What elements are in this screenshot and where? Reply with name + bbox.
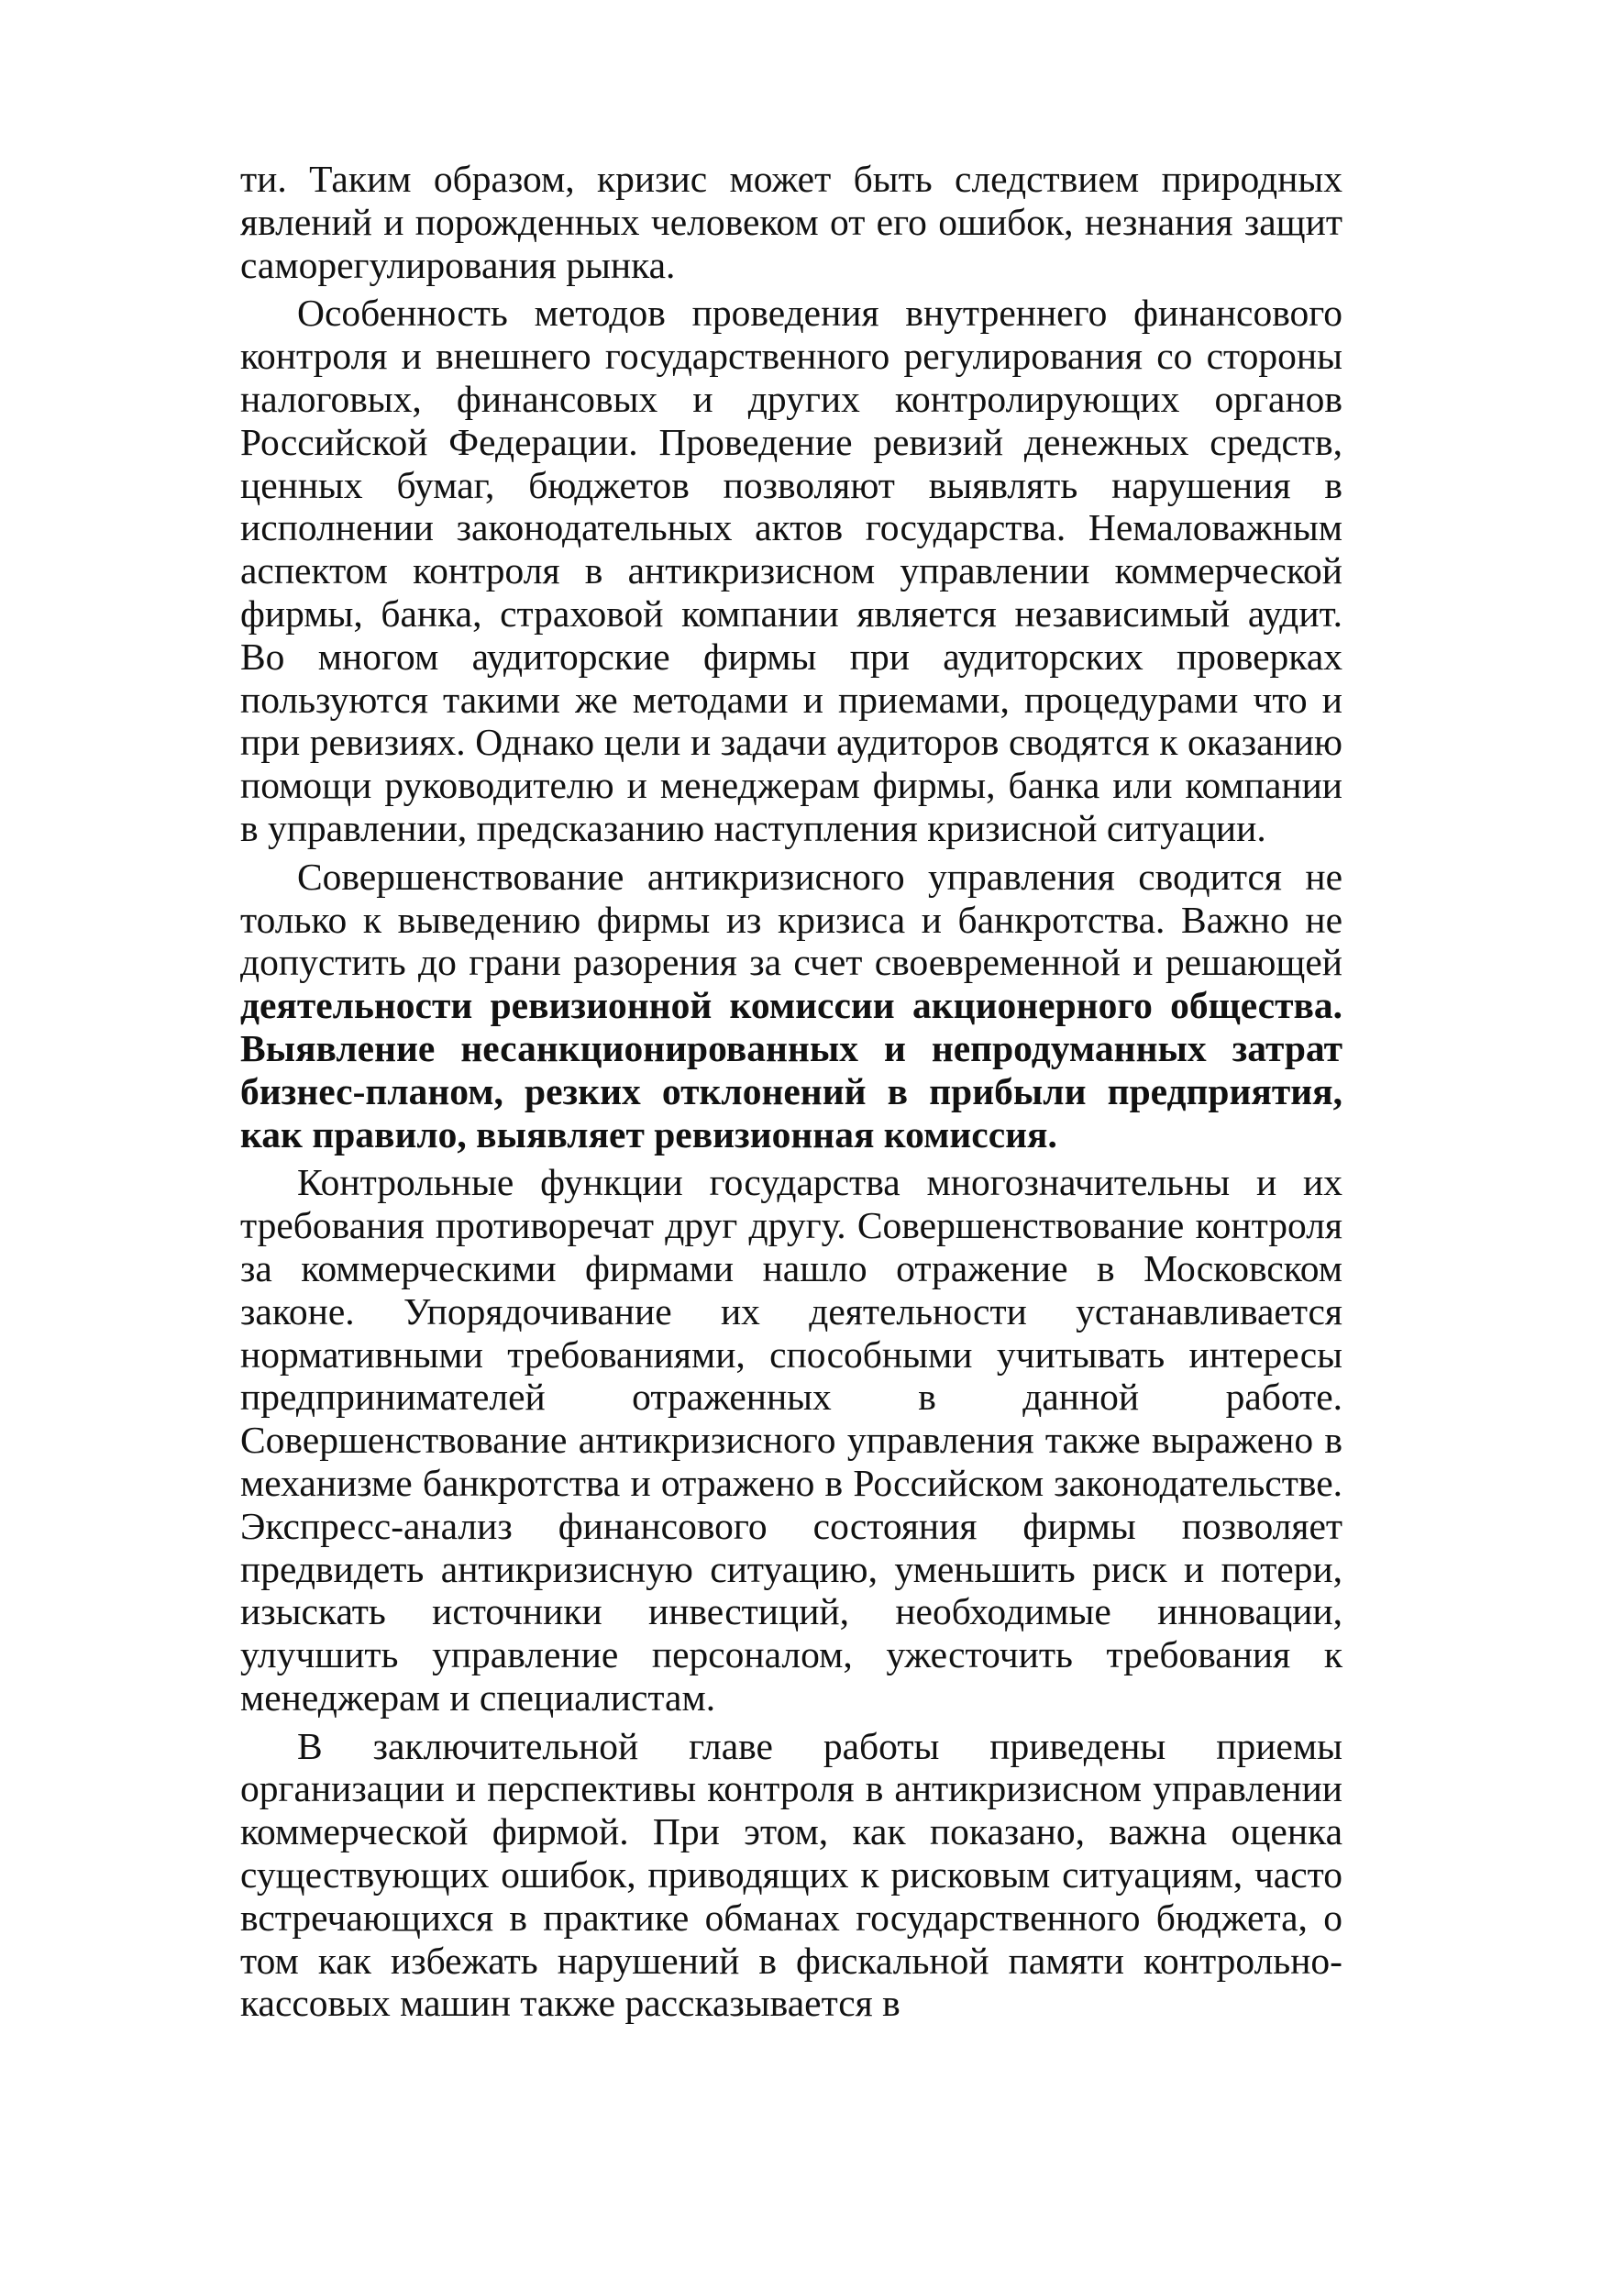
body-text: [240, 158, 1342, 2030]
paragraph-text: В заключительной главе работы приведены приемы организации и перспективы контроля в антикризисном управлении коммерческой фирмой. При этом, как показано, важна оценка существующих ошибок, приводящих к рисковым ситуациям, часто встречающихся в практике обманах государственного бюджета, о том как избежать нарушений в фискальной памяти контрольно-кассовых машин также рассказывается в: [240, 1724, 1342, 2025]
paragraph: [240, 1161, 1342, 1719]
paragraph-text: Контрольные функции государства многозначительны и их требования противоречат друг другу. Совершенствование контроля за коммерческими фирмами нашло отражение в Московском законе. Упорядочивание их деятельности устанавливается нормативными требованиями, способными учитывать интересы предпринимателей отраженных в данной работе. Совершенствование антикризисного управления также выражено в механизме банкротства и отражено в Российском законодательстве. Экспресс-анализ финансового состояния фирмы позволяет предвидеть антикризисную ситуацию, уменьшить риск и потери, изыскать источники инвестиций, необходимые инновации, улучшить управление персоналом, ужесточить требования к менеджерам и специалистам.: [240, 1161, 1342, 1719]
paragraph: [240, 292, 1342, 849]
paragraph: [240, 856, 1342, 1156]
paragraph-text: Особенность методов проведения внутреннего финансового контроля и внешнего государственного регулирования со стороны налоговых, финансовых и других контролирующих органов Российской Федерации. Проведение ревизий денежных средств, ценных бумаг, бюджетов позволяют выявлять нарушения в исполнении законодательных актов государства. Немаловажным аспектом контроля в антикризисном управлении коммерческой фирмы, банка, страховой компании является независимый аудит. Во многом аудиторские фирмы при аудиторских проверках пользуются такими же методами и приемами, процедурами что и при ревизиях. Однако цели и задачи аудиторов сводятся к оказанию помощи руководителю и менеджерам фирмы, банка или компании в управлении, предсказанию наступления кризисной ситуации.: [240, 292, 1342, 849]
paragraph-continuation: [240, 158, 1342, 286]
paragraph-text: ти. Таким образом, кризис может быть следствием природных явлений и порожденных человеком от его ошибок, незнания защит саморегулирования рынка.: [240, 158, 1342, 286]
paragraph-text: Совершенствование антикризисного управления сводится не только к выведению фирмы из кризиса и банкротства. Важно не допустить до грани разорения за счет своевременной и решающей: [240, 855, 1342, 984]
paragraph: [240, 1725, 1342, 2026]
paragraph-bold-text: деятельности ревизионной комиссии акционерного общества. Выявление несанкционированных и непродуманных затрат бизнес-планом, резких отклонений в прибыли предприятия, как правило, выявляет ревизионная комиссия.: [240, 984, 1342, 1156]
